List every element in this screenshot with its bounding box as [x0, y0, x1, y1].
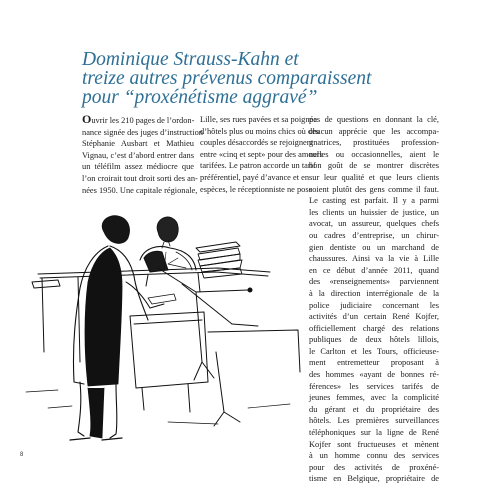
- text-line: ment entremetteur proposant à: [309, 358, 439, 368]
- text-line: du gérant et du propriétaire des: [309, 404, 439, 414]
- text-line: nelles ou occasionnelles, aient le: [309, 149, 439, 159]
- text-line: bon goût de se montrer discrètes: [309, 161, 439, 171]
- text-line: en ce début d’année 2011, quand: [309, 265, 439, 275]
- text-line: Vignau, c’est d’abord entrer dans: [82, 150, 194, 160]
- text-line: chaussures. Ainsi va la vie à Lille: [309, 254, 439, 264]
- page-number: 8: [20, 452, 24, 458]
- text-line: hôtels. Les premières surveillances: [309, 416, 439, 426]
- text-line: espèces, le réceptionniste ne pose: [200, 184, 313, 194]
- text-line: soient plutôt des gens comme il faut.: [309, 184, 439, 194]
- title-line: Dominique Strauss-Kahn et: [82, 49, 299, 70]
- text-line: Le casting est parfait. Il y a parmi: [309, 196, 439, 206]
- text-line: pas de questions en donnant la clé,: [309, 115, 439, 124]
- text-line: nées 1950. Une capitale régionale,: [82, 185, 198, 195]
- text-line: [82, 114, 194, 127]
- text-line: Kojfer sont fructueuses et mènent: [309, 439, 439, 449]
- floor-lines: [26, 390, 290, 424]
- judge-figure: [140, 217, 196, 272]
- text-line: pour des activités de proxéné-: [309, 462, 439, 472]
- text-line: ou cadres d’entreprise, un chirur-: [309, 230, 439, 240]
- text-column-2: [200, 114, 323, 195]
- text-line: jeunes femmes, avec la complicité: [309, 393, 439, 403]
- text-line: le Carlton et les Tours, officieuse-: [309, 346, 439, 356]
- text-line: férences» les services tarifés de: [309, 381, 439, 391]
- text-line: un téléfilm assez médiocre que: [82, 162, 194, 172]
- text-line: chacun apprécie que les accompa-: [309, 126, 439, 136]
- title-line: treize autres prévenus comparaissent: [82, 68, 372, 89]
- text-line: Stéphanie Ausbart et Mathieu: [82, 139, 194, 149]
- text-column-3: [309, 114, 439, 485]
- text-line: préférentiel, payé d’avance et en: [200, 172, 310, 182]
- front-table: [130, 312, 300, 412]
- text-line: les clients un huissier de justice, un: [309, 207, 439, 217]
- text-line: d’hôtels plus ou moins chics où des: [200, 126, 320, 136]
- text-line: à un homme connu des services: [309, 451, 439, 461]
- article-title: [82, 50, 402, 107]
- title-line: pour “proxénétisme aggravé”: [82, 87, 318, 108]
- text-line: gien dentiste ou un marchand de: [309, 242, 439, 252]
- lawyer-figure: [70, 216, 176, 440]
- text-line: police judiciaire concernant les: [309, 300, 439, 310]
- text-line: téléphoniques sur la ligne de René: [309, 428, 439, 438]
- text-line: Lille, ses rues pavées et sa poignée: [200, 115, 317, 124]
- text-line: nance signée des juges d’instruction: [82, 127, 203, 137]
- text-line: couples désaccordés se rejoignent: [200, 138, 314, 148]
- microphones: [158, 268, 258, 426]
- text-line: entre «cinq et sept» pour des amours: [200, 149, 323, 159]
- text-line: activités d’un certain René Kojfer,: [309, 312, 439, 322]
- text-line: avocat, un assureur, quelques chefs: [309, 219, 439, 229]
- text-line: sur leur qualité et que leurs clients: [309, 172, 439, 182]
- text-line-rest: uvrir les 210 pages de l’ordon-: [91, 116, 195, 125]
- text-line: à la direction interrégionale de la: [309, 288, 439, 298]
- text-line: tisme en Belgique, propriétaire de: [309, 474, 439, 484]
- text-column-1: [82, 112, 203, 196]
- text-line: des hommes «ayant de bonnes ré-: [309, 370, 439, 380]
- text-line: officiellement chargé des relations: [309, 323, 439, 333]
- courtroom-sketch-illustration: [18, 212, 310, 450]
- text-line: tarifées. Le patron accorde un tarif: [200, 161, 316, 171]
- drop-cap: O: [82, 112, 92, 126]
- text-line: l’on croirait tout droit sorti des an-: [82, 173, 198, 183]
- text-line: publiques de deux hôtels lillois,: [309, 335, 439, 345]
- text-line: gnatrices, prostituées profession-: [309, 138, 439, 148]
- text-line: des «renseignements» parviennent: [309, 277, 439, 287]
